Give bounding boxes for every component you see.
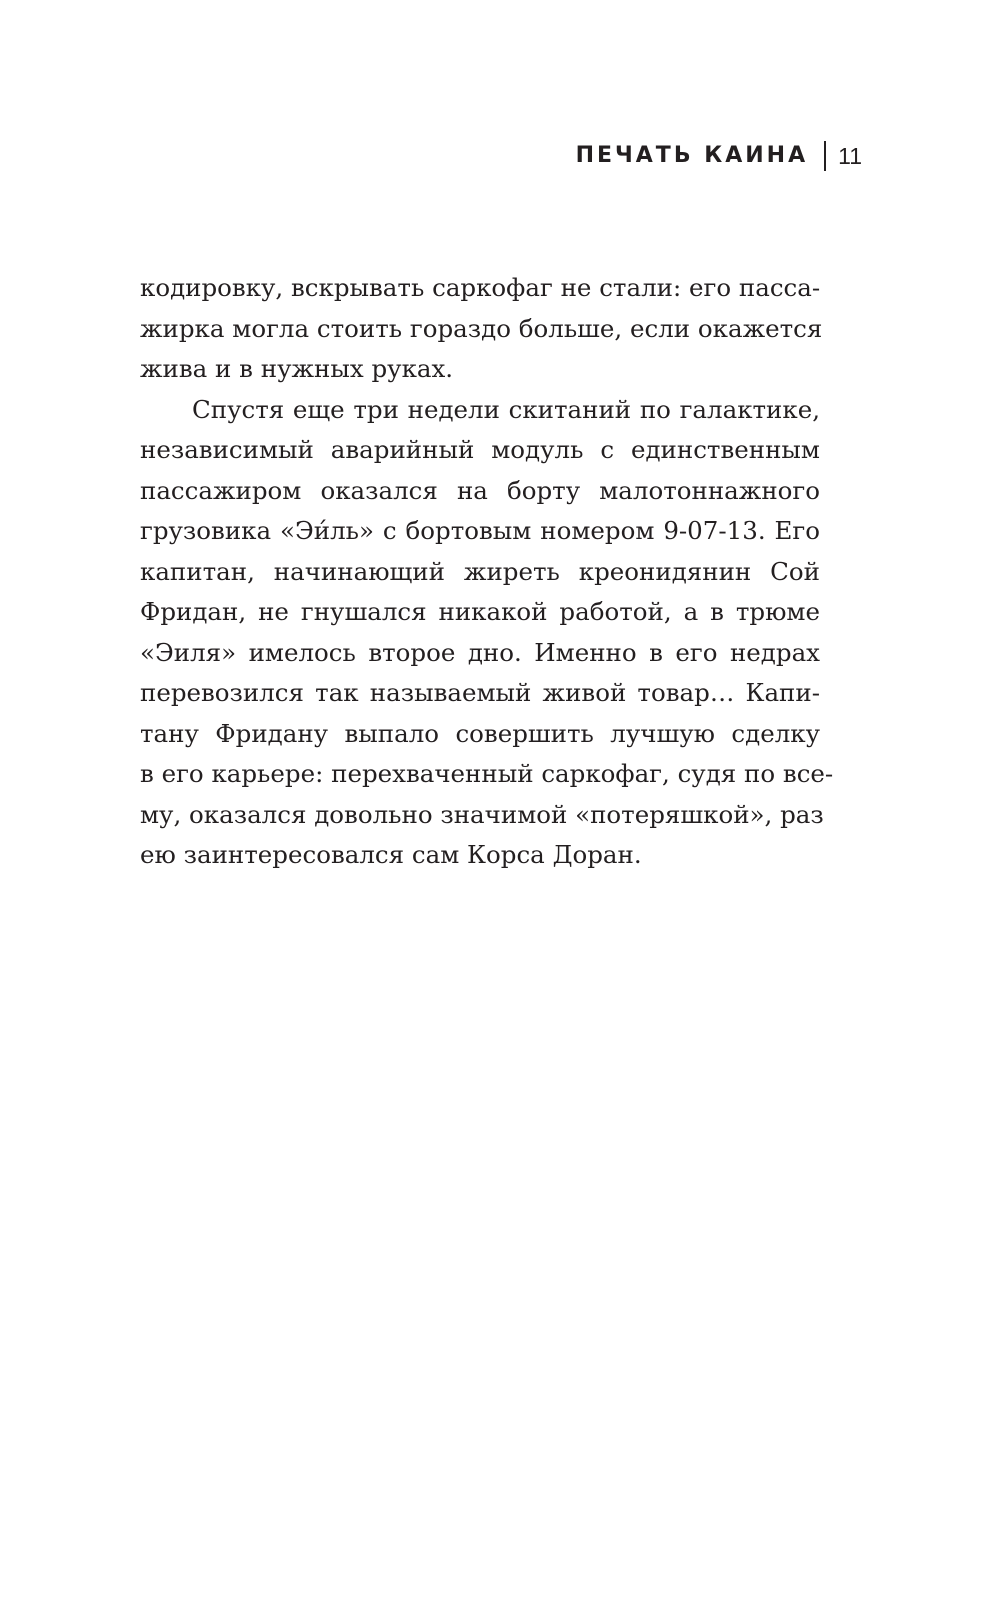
text-line: в его карьере: перехваченный саркофаг, судя по все- [140,759,834,788]
text-line: кодировку, вскрывать саркофаг не стали: его пасса- [140,273,821,302]
text-line: «Эиля» имелось второе дно. Именно в его недрах [140,637,820,667]
book-title: ПЕЧАТЬ КАИНА [575,143,809,168]
paragraph [140,390,834,876]
text-line: перевозился так называемый живой товар… Капи- [140,678,820,707]
header-separator [824,141,826,171]
text-line: Фридан, не гнушался никакой работой, а в трюме [140,597,820,626]
text-line: капитан, начинающий жиреть креонидянин Сой [140,556,820,586]
text-line: му, оказался довольно значимой «потеряшкой», раз [140,799,824,829]
text-line: грузовика «Эи́ль» с бортовым номером 9-07-13. Его [140,516,820,545]
paragraph-continuation [140,268,823,390]
text-line: тану Фридану выпало совершить лучшую сделку [140,718,820,748]
page-number: 11 [838,142,862,169]
running-head [576,138,862,174]
text-line: жирка могла стоить гораздо больше, если окажется [140,313,823,343]
text-line: пассажиром оказался на борту малотоннажного [140,475,820,505]
body-text [140,268,834,876]
text-line: Спустя еще три недели скитаний по галактике, [192,394,820,424]
text-line: жива и в нужных руках. [140,354,454,383]
text-line: независимый аварийный модуль с единственным [140,435,820,464]
text-line: ею заинтересовался сам Корса Доран. [140,840,642,869]
